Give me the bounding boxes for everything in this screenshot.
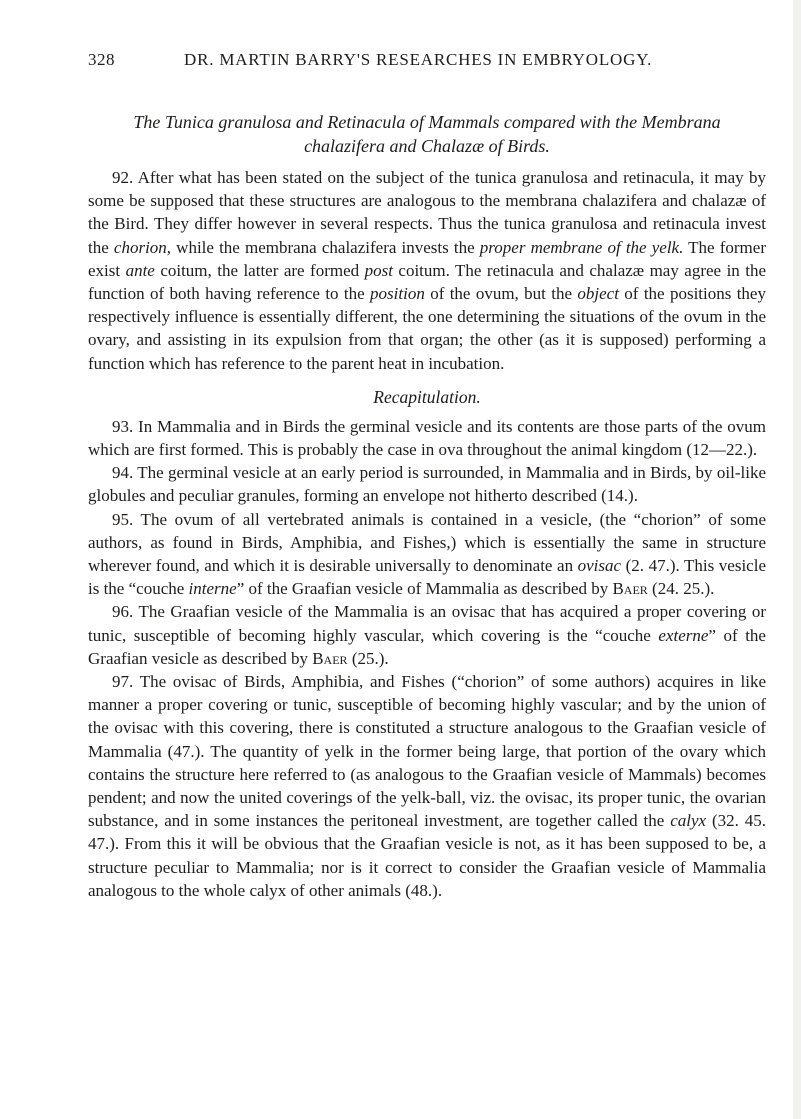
paragraph-94: 94. The germinal vesicle at an early period is surrounded, in Mammalia and in Birds, by oil-like globules and peculiar granules, forming an envelope not hitherto described (14.).: [88, 463, 766, 506]
paragraph-92: 92. After what has been stated on the subject of the tunica granulosa and retinacula, it may by some be supposed that these structures are analogous to the membrana chalazifera and chalazæ of the Bird. They differ however in several respects. Thus the tunica granulosa and retinacula invest the chorion, while the membrana chalazifera invests the proper membrane of the yelk. The former exist ante coitum, the latter are formed post coitum. The retinacula and chalazæ may agree in the function of both having reference to the position of the ovum, but the object of the positions they respectively influence is essentially different, the one determining the situations of the ovum in the ovary, and assisting in its expulsion from that organ; the other (as it is supposed) performing a function which has reference to the parent heat in incubation.: [88, 168, 767, 373]
running-head: [88, 50, 766, 76]
paragraph-97: 97. The ovisac of Birds, Amphibia, and Fishes (“chorion” of some authors) acquires in like manner a proper covering or tunic, susceptible of becoming highly vascular; and by the union of the ovisac with this covering, there is constituted a structure analogous to the Graafian vesicle of Mammalia (47.). The quantity of yelk in the former being large, that portion of the ovary which contains the structure here referred to (as analogous to the Graafian vesicle of Mammals) becomes pendent; and now the united coverings of the yelk-ball, viz. the ovisac, its proper tunic, the ovarian substance, and in some instances the peritoneal investment, are together called the calyx (32. 45. 47.). From this it will be obvious that the Graafian vesicle is not, as it has been supposed to be, a structure peculiar to Mammalia; nor is it correct to consider the Graafian vesicle of Mammalia analogous to the whole calyx of other animals (48.).: [88, 672, 766, 900]
section-title-line-1: The Tunica granulosa and Retinacula of Mammals compared with the Membrana: [133, 112, 721, 132]
page-edge-shadow: [793, 0, 801, 1119]
page-number: 328: [88, 50, 115, 69]
running-title: DR. MARTIN BARRY'S RESEARCHES IN EMBRYOLOGY.: [184, 50, 653, 69]
paragraph-93: 93. In Mammalia and in Birds the germinal vesicle and its contents are those parts of the ovum which are first formed. This is probably the case in ova throughout the animal kingdom (12—22.).: [88, 416, 766, 460]
section-title: [88, 110, 766, 158]
section-title-line-2: chalazifera and Chalazæ of Birds.: [304, 136, 550, 156]
book-page: [88, 50, 766, 902]
recapitulation-heading: Recapitulation.: [373, 386, 481, 407]
paragraph-96: 96. The Graafian vesicle of the Mammalia is an ovisac that has acquired a proper covering or tunic, susceptible of becoming highly vascular, which covering is the “couche externe” of the Graafian vesicle as described by Baer (25.).: [88, 602, 766, 668]
paragraph-95: 95. The ovum of all vertebrated animals is contained in a vesicle, (the “chorion” of some authors, as found in Birds, Amphibia, and Fishes,) which is essentially the same in structure wherever found, and which it is desirable universally to denominate an ovisac (2. 47.). This vesicle is the “couche interne” of the Graafian vesicle of Mammalia as described by Baer (24. 25.).: [88, 509, 766, 599]
